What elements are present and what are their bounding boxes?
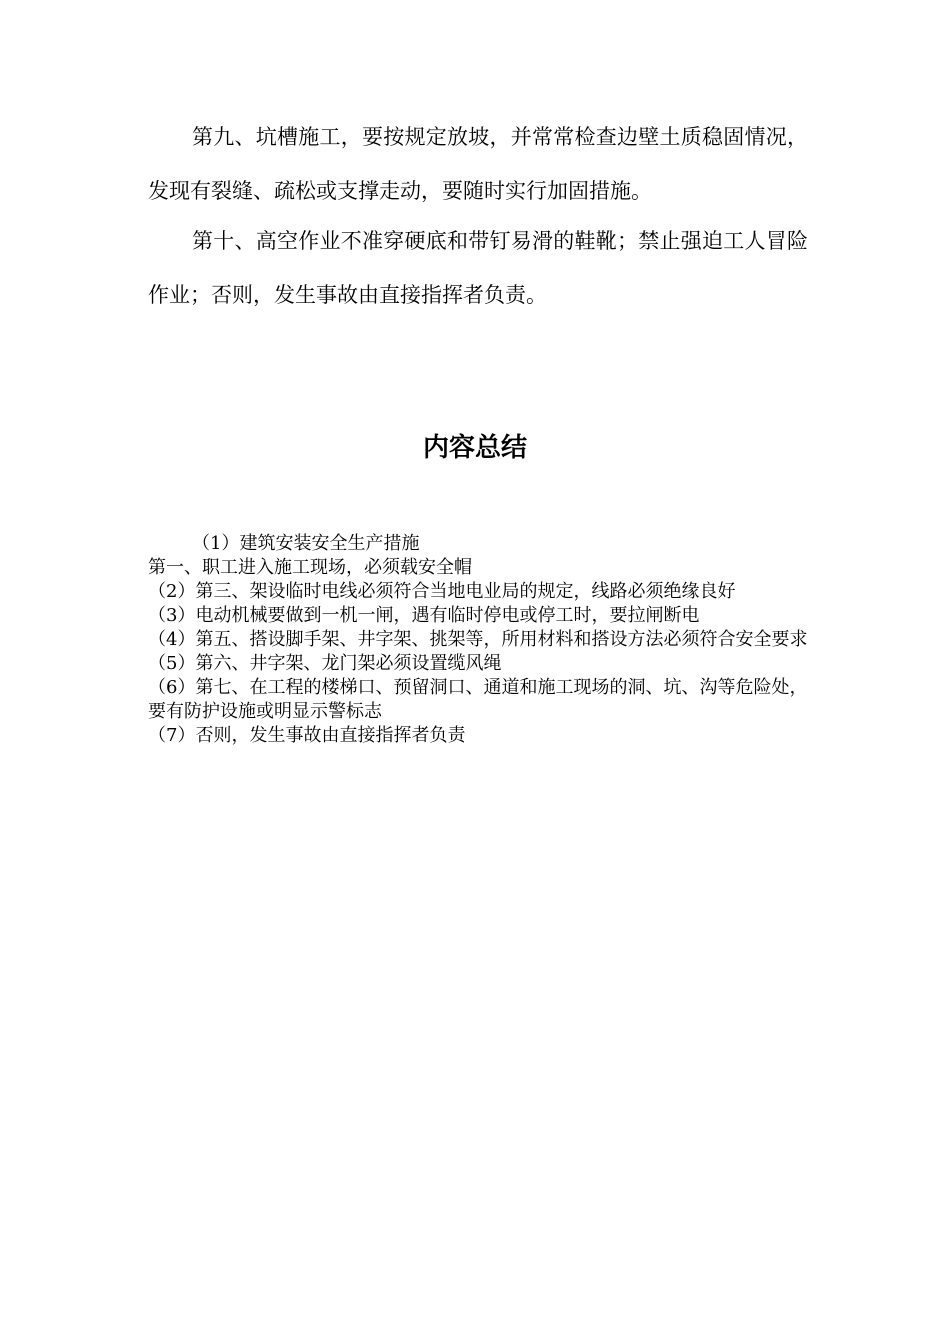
paragraph-ninth: 第九、坑槽施工，要按规定放坡，并常常检查边壁土质稳固情况，发现有裂缝、疏松或支撑走动，要随时实行加固措施。 (148, 125, 808, 203)
summary-line: （5）第六、井字架、龙门架必须设置缆风绳 (148, 653, 502, 674)
summary-line: （7）否则，发生事故由直接指挥者负责 (148, 725, 466, 746)
paragraph-tenth: 第十、高空作业不准穿硬底和带钉易滑的鞋靴；禁止强迫工人冒险作业；否则，发生事故由直接指挥者负责。 (148, 229, 808, 307)
summary-line: （3）电动机械要做到一机一闸，遇有临时停电或停工时，要拉闸断电 (148, 605, 700, 626)
summary-title: 内容总结 (422, 433, 527, 463)
summary-line: （6）第七、在工程的楼梯口、预留洞口、通道和施工现场的洞、坑、沟等危险处，要有防护设施或明显示警标志 (148, 677, 808, 722)
summary-line: （4）第五、搭设脚手架、井字架、挑架等，所用材料和搭设方法必须符合安全要求 (148, 629, 808, 650)
summary-list (148, 532, 808, 748)
summary-line: 第一、职工进入施工现场，必须载安全帽 (148, 557, 472, 578)
summary-line: （2）第三、架设临时电线必须符合当地电业局的规定，线路必须绝缘良好 (148, 581, 736, 602)
summary-line: （1）建筑安装安全生产措施 (192, 533, 420, 554)
